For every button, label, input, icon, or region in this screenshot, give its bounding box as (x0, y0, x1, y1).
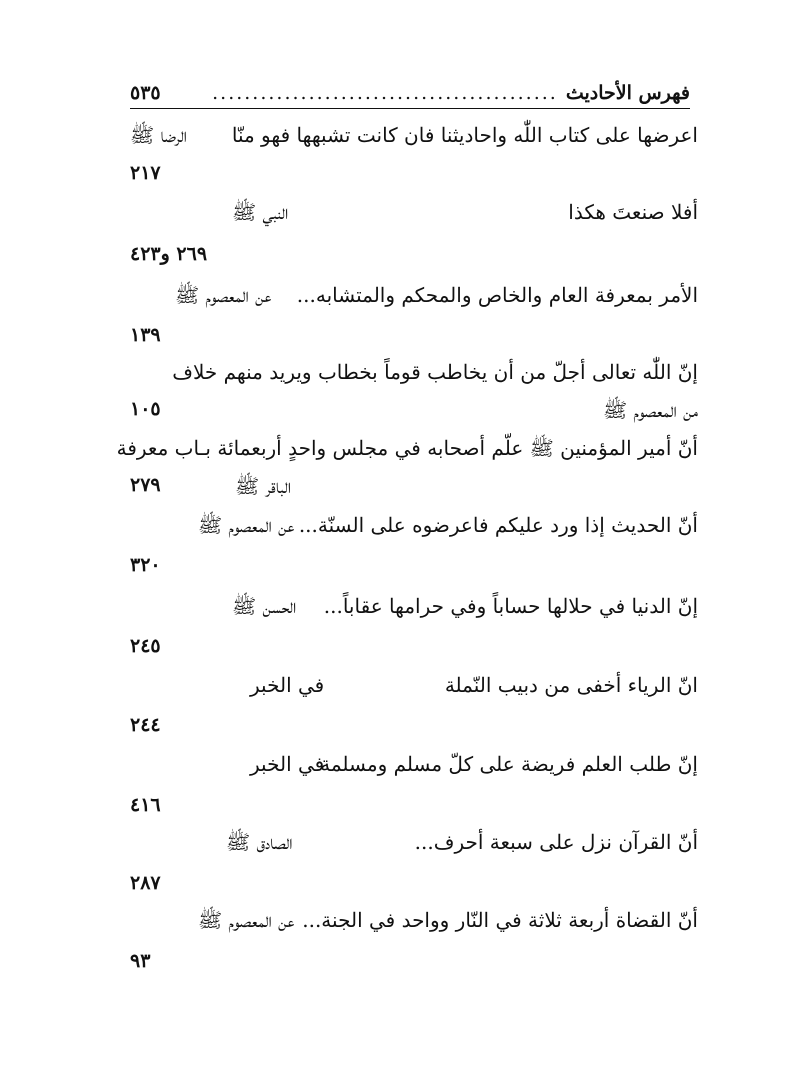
entry-text: أنّ القرآن نزل على سبعة أحرف... (414, 830, 698, 854)
entry-source: عن المعصوم ﷺ (175, 283, 272, 307)
entry-source: الباقر ﷺ (235, 474, 292, 498)
entry-text: أنّ أمير المؤمنين ﷺ علّم أصحابه في مجلس واحدٍ أربعمائة بـاب معرفة (116, 436, 698, 460)
entry-source: الصادق ﷺ (226, 830, 293, 854)
entry-page: ٢٤٥ (130, 635, 161, 657)
entry-page: ٩٣ (130, 950, 151, 972)
entry-page: ١٣٩ (130, 324, 161, 346)
entry-source: عن المعصوم ﷺ (198, 908, 295, 932)
entry-text: الأمر بمعرفة العام والخاص والمحكم والمتشابه... (296, 283, 698, 307)
entry-text: إنّ اللّٰه تعالى أجلّ من أن يخاطب قوماً بخطاب ويريد منهم خلاف (172, 360, 698, 384)
page-header (130, 76, 690, 109)
entry-source: عن المعصوم ﷺ (198, 513, 295, 537)
header-dots: ........................................... (212, 82, 558, 104)
entry-source: الحسن ﷺ (232, 594, 297, 618)
entry-text: أنّ الحديث إذا ورد عليكم فاعرضوه على السنّة... (298, 513, 698, 537)
entry-text: أفلا صنعتَ هكذا (568, 200, 698, 224)
entry-page: ٢٧٩ (130, 474, 161, 496)
entry-text: إنّ الدنيا في حلالها حساباً وفي حرامها عقاباً... (323, 594, 698, 618)
entry-source: في الخبر (250, 752, 325, 776)
entry-text-continuation: من المعصوم ﷺ (602, 398, 698, 422)
entry-page: ٢٤٤ (130, 714, 161, 736)
entry-page: ٢٨٧ (130, 872, 161, 894)
entry-text: انّ الرياء أخفى من دبيب النّملة (444, 673, 698, 697)
entry-page: ١٠٥ (130, 398, 161, 420)
header-page-number: ٥٣٥ (130, 82, 161, 104)
entry-page: ٤١٦ (130, 794, 161, 816)
entry-page: ٢١٧ (130, 162, 161, 184)
header-title: فهرس الأحاديث (565, 82, 690, 104)
entry-page: ٢٦٩ و٤٢٣ (130, 243, 208, 265)
entry-text: اعرضها على كتاب اللّٰه واحاديثنا فان كانت تشبهها فهو منّا (231, 123, 698, 147)
entry-source: الرضا ﷺ (130, 123, 187, 147)
entry-text: إنّ طلب العلم فريضة على كلّ مسلم ومسلمة (320, 752, 698, 776)
entry-page: ٣٢٠ (130, 554, 161, 576)
entry-source: في الخبر (250, 673, 325, 697)
entry-text: أنّ القضاة أربعة ثلاثة في النّار وواحد في الجنة... (302, 908, 698, 932)
entry-source: النبي ﷺ (232, 200, 289, 224)
